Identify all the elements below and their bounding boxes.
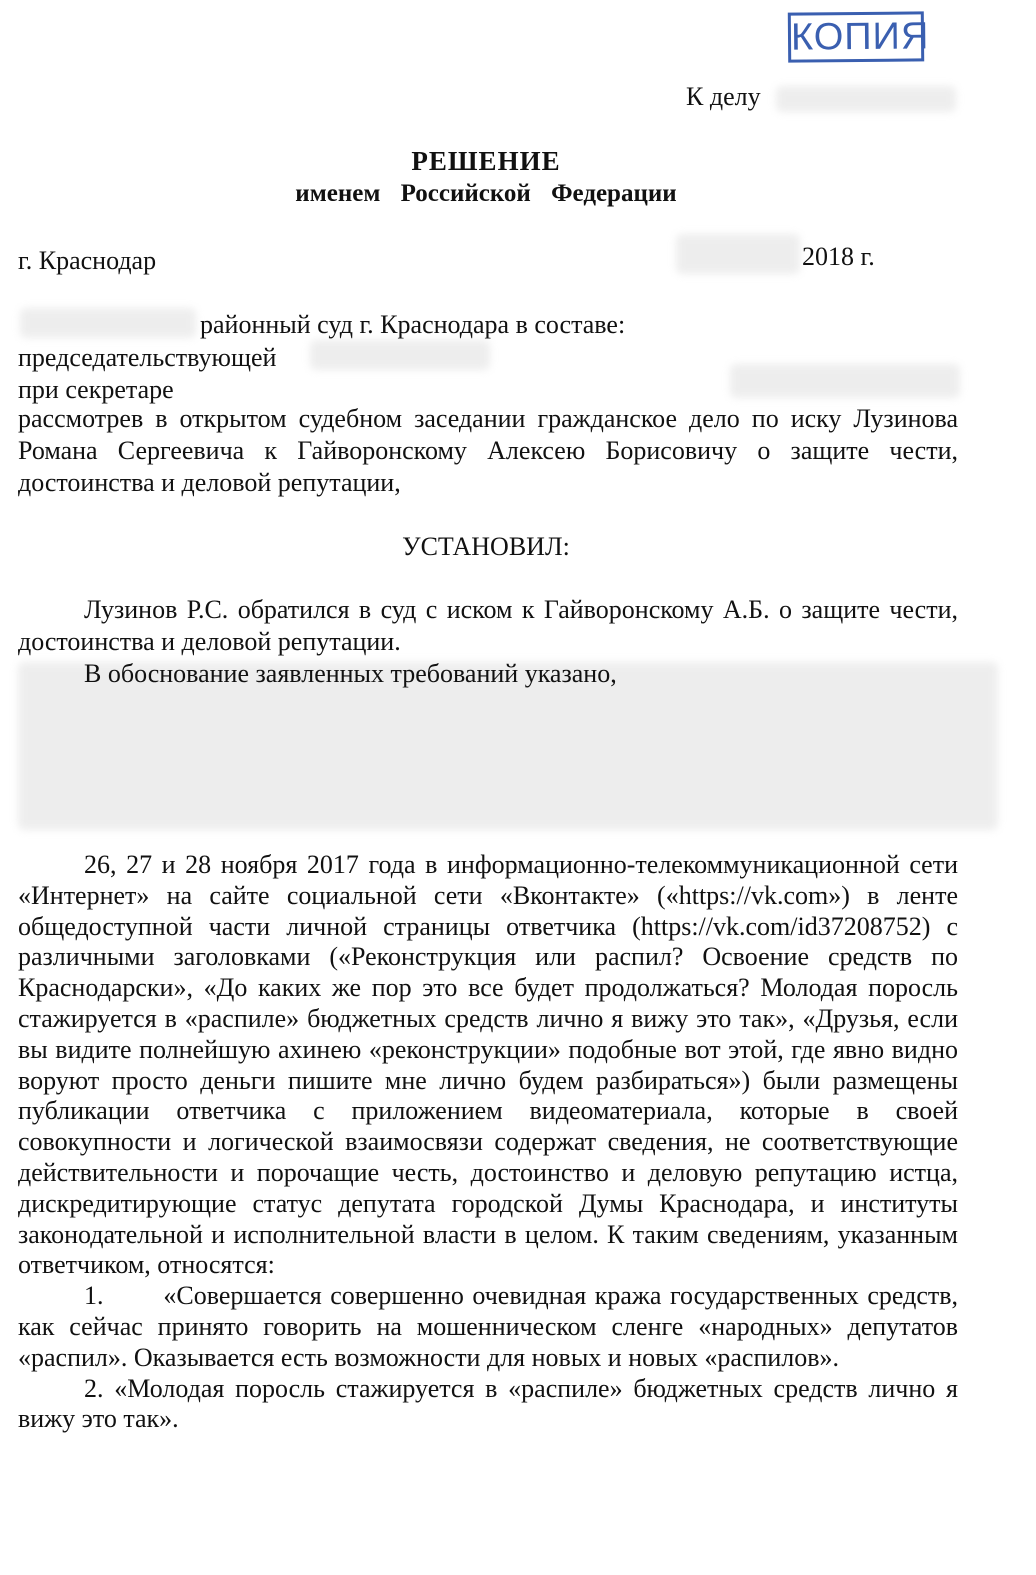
- established-block: [18, 594, 958, 690]
- paragraph-claim: Лузинов Р.С. обратился в суд с иском к Гайворонскому А.Б. о защите чести, достоинства и деловой репутации.: [18, 595, 958, 656]
- redacted-case-number: [776, 86, 956, 112]
- list-item-text: «Совершается совершенно очевидная кража государственных средств, как сейчас принято говорить на мошенническом сленге «народных» депутатов «распил». Оказывается есть возможности для новых и новых «распилов».: [18, 1281, 958, 1372]
- decision-date: 2018 г.: [802, 242, 875, 271]
- court-composition: районный суд г. Краснодара в составе:: [200, 310, 626, 339]
- document-title: РЕШЕНИЕ: [411, 146, 561, 176]
- established-heading: УСТАНОВИЛ:: [402, 532, 570, 561]
- redacted-court-name: [20, 308, 196, 338]
- main-body: [18, 850, 958, 1435]
- list-item-number: 1.: [84, 1281, 104, 1311]
- list-item-number: 2.: [84, 1373, 104, 1403]
- list-item: [18, 1281, 958, 1373]
- case-reference: К делу: [686, 82, 761, 111]
- paragraph-publications: 26, 27 и 28 ноября 2017 года в информационно-телекоммуникационной сети «Интернет» на сайте социальной сети «Вконтакте» («https://vk.com») в ленте общедоступной части личной страницы ответчика (https://vk.com/id37208752) с различными заголовками («Реконструкция или распил? Освоение средств по Краснодарски», «До каких же пор это все будет продолжаться? Молодая поросль стажируется в «распиле» бюджетных средств лично я вижу это так», «Друзья, если вы видите полнейшую ахинею «реконструкции» подобные вот этой, где явно видно воруют просто деньги пишите мне лично будем разбираться») были размещены публикации ответчика с приложением видеоматериала, которые в своей совокупности и логической взаимосвязи содержат сведения, не соответствующие действительности и порочащие честь, достоинство и деловую репутацию истца, дискредитирующие статус депутата городской Думы Краснодара, и институты законодательной и исполнительной власти в целом. К таким сведениям, указанным ответчиком, относятся:: [18, 850, 958, 1280]
- list-item-text: «Молодая поросль стажируется в «распиле» бюджетных средств лично я вижу это так».: [18, 1373, 959, 1434]
- paragraph-grounds: В обоснование заявленных требований указано,: [84, 659, 617, 688]
- redacted-date: [676, 234, 800, 274]
- copy-stamp: КОПИЯ: [788, 11, 924, 62]
- redacted-judge-name: [310, 340, 490, 370]
- presiding-judge: председательствующей: [18, 343, 277, 372]
- court-secretary: при секретаре: [18, 375, 174, 404]
- case-intro-text: рассмотрев в открытом судебном заседании гражданское дело по иску Лузинова Романа Сергеевича к Гайворонскому Алексею Борисовичу о защите чести, достоинства и деловой репутации,: [18, 404, 958, 497]
- document-subtitle: именем Российской Федерации: [295, 180, 677, 207]
- city: г. Краснодар: [18, 246, 157, 275]
- redacted-secretary-name: [730, 364, 960, 398]
- case-intro: [18, 403, 958, 499]
- list-item: [18, 1374, 958, 1436]
